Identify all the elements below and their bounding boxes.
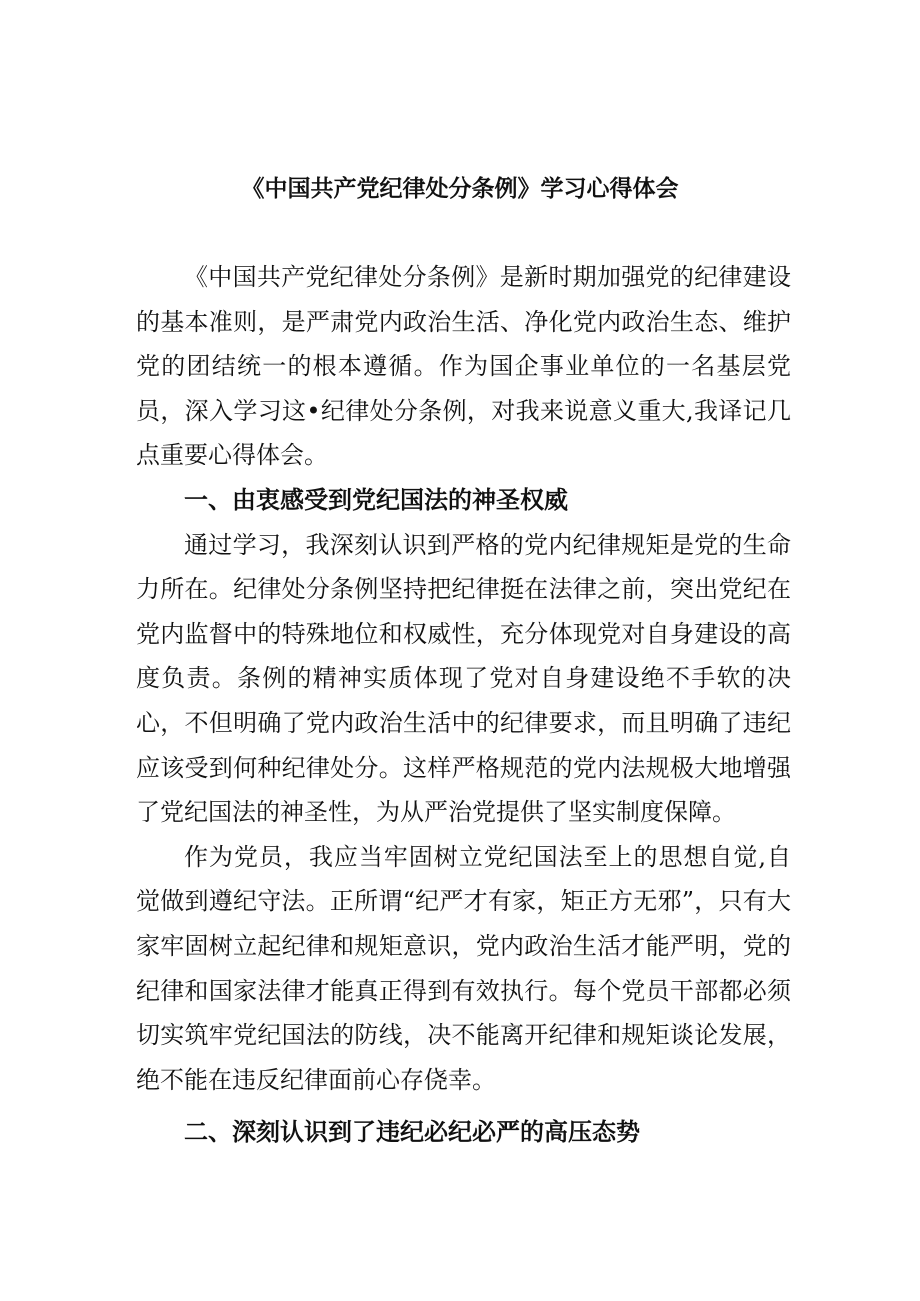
section-1-paragraph-1: 通过学习，我深刻认识到严格的党内纪律规矩是党的生命力所在。纪律处分条例坚持把纪律挺在法律之前，突出党纪在党内监督中的特殊地位和权威性，充分体现党对自身建设的高度负责。条例的精神实质体现了党对自身建设绝不手软的决心，不但明确了党内政治生活中的纪律要求，而且明确了违纪应该受到何种纪律处分。这样严格规范的党内法规极大地增强了党纪国法的神圣性，为从严治党提供了坚实制度保障。 [136, 530, 791, 827]
intro-paragraph: 《中国共产党纪律处分条例》是新时期加强党的纪律建设的基本准则，是严肃党内政治生活、净化党内政治生态、维护党的团结统一的根本遵循。作为国企事业单位的一名基层党员，深入学习这•纪律处分条例，对我来说意义重大,我译记几点重要心得体会。 [136, 263, 791, 470]
document-body [136, 255, 791, 1155]
document-title: 《中国共产党纪律处分条例》学习心得体会 [241, 176, 679, 202]
section-2-heading: 二、深刻认识到了违纪必纪必严的高压态势 [184, 1118, 640, 1147]
section-1-paragraph-2: 作为党员，我应当牢固树立党纪国法至上的思想自觉,自觉做到遵纪守法。正所谓“纪严才有家，矩正方无邪”，只有大家牢固树立起纪律和规矩意识，党内政治生活才能严明，党的纪律和国家法律才能真正得到有效执行。每个党员干部都必须切实筑牢党纪国法的防线，决不能离开纪律和规矩谈论发展，绝不能在违反纪律面前心存侥幸。 [136, 842, 791, 1094]
section-1-heading: 一、由衷感受到党纪国法的神圣权威 [184, 485, 568, 514]
